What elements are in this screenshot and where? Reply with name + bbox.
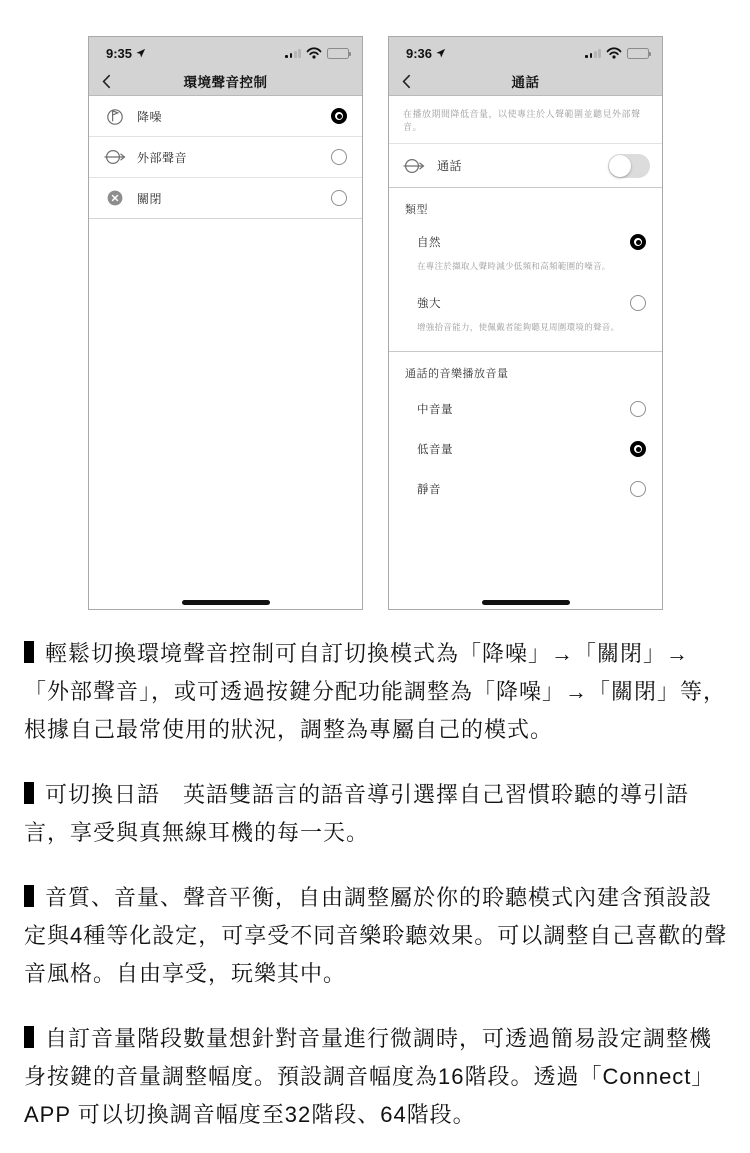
off-circle-x-icon (104, 188, 126, 208)
option-row-natural[interactable] (405, 231, 648, 253)
battery-icon (627, 48, 649, 59)
status-icons (285, 47, 349, 59)
chevron-left-icon (102, 74, 111, 89)
paragraph-marker-bar (24, 885, 34, 907)
chevron-left-icon (402, 74, 411, 89)
option-row-ambient-sound[interactable] (89, 137, 362, 178)
option-row-medium-volume[interactable] (405, 389, 648, 429)
option-row-noise-canceling[interactable] (89, 96, 362, 137)
phone-screenshots-row (88, 36, 663, 610)
option-description: 在專注於擷取人聲時減少低頻和高頻範圍的噪音。 (417, 261, 611, 271)
phone-header-area (89, 37, 362, 96)
wifi-icon (306, 47, 322, 59)
option-label: 強大 (417, 298, 441, 310)
option-label: 降噪 (137, 109, 163, 124)
phone-header-area (389, 37, 662, 96)
back-button[interactable] (102, 72, 116, 90)
status-bar (89, 37, 362, 67)
radio-selected[interactable] (331, 108, 347, 124)
option-label: 靜音 (417, 484, 441, 496)
paragraph-marker-bar (24, 782, 34, 804)
radio-selected[interactable] (630, 441, 646, 457)
home-indicator[interactable] (482, 600, 570, 605)
radio-unselected[interactable] (331, 149, 347, 165)
call-toggle-switch-off[interactable] (608, 154, 650, 178)
paragraph-text: 音質、音量、聲音平衡，自由調整屬於你的聆聽模式內建含預設設定與4種等化設定，可享受不同音樂聆聽效果。可以調整自己喜歡的聲音風格。自由享受，玩樂其中。 (24, 885, 728, 986)
option-row-powerful[interactable] (405, 292, 648, 314)
screen-description: 在播放期間降低音量，以使專注於人聲範圍並聽見外部聲音。 (389, 96, 662, 144)
feature-text-block (24, 635, 728, 1153)
clock-text: 9:35 (106, 45, 133, 61)
status-time (106, 46, 146, 61)
feature-paragraph-volume-steps (24, 1020, 728, 1134)
paragraph-marker-bar (24, 641, 34, 663)
option-row-low-volume[interactable] (405, 429, 648, 469)
ambient-sound-icon (403, 156, 427, 176)
location-arrow-icon (135, 48, 146, 59)
cellular-signal-icon (285, 48, 301, 58)
paragraph-text: 自訂音量階段數量想針對音量進行微調時，可透過簡易設定調整機身按鍵的音量調整幅度。預設調音幅度為16階段。透過「Connect」APP 可以切換調音幅度至32階段、64階段。 (24, 1026, 715, 1127)
nav-bar (89, 67, 362, 95)
option-label: 中音量 (417, 404, 453, 416)
home-indicator[interactable] (182, 600, 270, 605)
section-header: 類型 (405, 204, 428, 216)
page-title: 通話 (511, 75, 540, 90)
section-header: 通話的音樂播放音量 (405, 368, 509, 380)
wifi-icon (606, 47, 622, 59)
nav-bar (389, 67, 662, 95)
option-label: 外部聲音 (137, 150, 188, 165)
option-label: 自然 (417, 237, 441, 249)
toggle-knob (609, 155, 631, 177)
paragraph-text: 可切換日語 英語雙語言的語音導引選擇自己習慣聆聽的導引語言，享受與真無線耳機的每一天。 (24, 782, 690, 845)
phone-ambient-sound-control (88, 36, 363, 610)
noise-canceling-icon (104, 106, 126, 126)
call-music-volume-section (389, 352, 662, 509)
option-label: 低音量 (417, 444, 453, 456)
radio-selected[interactable] (630, 234, 646, 250)
paragraph-marker-bar (24, 1026, 34, 1048)
feature-paragraph-equalizer (24, 879, 728, 993)
radio-unselected[interactable] (630, 295, 646, 311)
option-description: 增強拾音能力，使佩戴者能夠聽見周圍環境的聲音。 (417, 322, 620, 332)
back-button[interactable] (402, 72, 416, 90)
page-title: 環境聲音控制 (183, 75, 268, 90)
status-bar (389, 37, 662, 67)
radio-unselected[interactable] (630, 481, 646, 497)
option-row-mute[interactable] (405, 469, 648, 509)
ambient-sound-icon (104, 147, 126, 167)
status-icons (585, 47, 649, 59)
clock-text: 9:36 (406, 45, 433, 61)
feature-paragraph-voice-guidance (24, 776, 728, 852)
type-section (389, 188, 662, 335)
location-arrow-icon (435, 48, 446, 59)
phone-call-settings (388, 36, 663, 610)
radio-unselected[interactable] (630, 401, 646, 417)
feature-paragraph-ambient-switching (24, 635, 728, 749)
status-time (406, 46, 446, 61)
radio-unselected[interactable] (331, 190, 347, 206)
option-row-off[interactable] (89, 178, 362, 219)
paragraph-text: 輕鬆切換環境聲音控制可自訂切換模式為「降噪」→「關閉」→「外部聲音」，或可透過按鍵分配功能調整為「降噪」→「關閉」等，根據自己最常使用的狀況，調整為專屬自己的模式。 (24, 641, 727, 742)
toggle-label: 通話 (437, 159, 463, 173)
call-toggle-row[interactable] (389, 144, 662, 188)
battery-icon (327, 48, 349, 59)
option-label: 關閉 (137, 191, 163, 206)
cellular-signal-icon (585, 48, 601, 58)
